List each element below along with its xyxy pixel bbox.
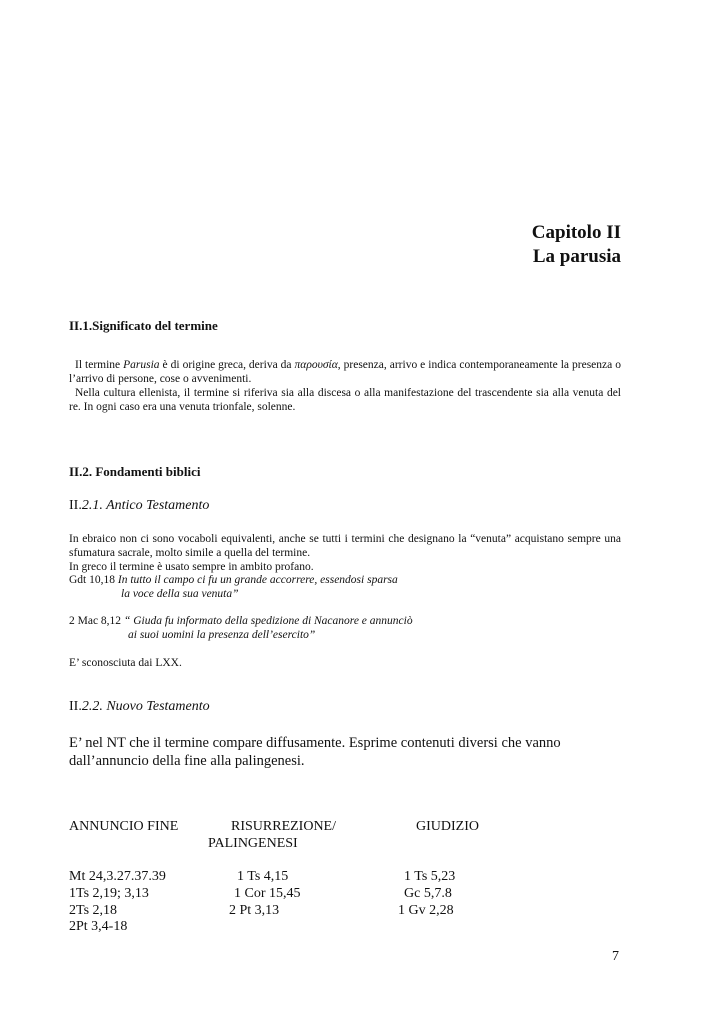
table-header-annuncio: ANNUNCIO FINE	[69, 819, 179, 834]
table-cell-risurrezione: 2 Pt 3,13	[229, 903, 280, 918]
section2-heading: II.2. Fondamenti biblici	[69, 464, 201, 479]
table-cell-giudizio: 1 Gv 2,28	[398, 903, 454, 918]
subsection-nuovo-testamento: II.2.2. Nuovo Testamento	[69, 699, 210, 714]
page-number: 7	[612, 949, 619, 964]
table-cell-annuncio: 2Pt 3,4-18	[69, 919, 128, 934]
section1-paragraph-1: Il termine Parusia è di origine greca, deriva da παρουσία, presenza, arrivo e indica contemporaneamente la presenza o l’arrivo di persone, cose o avvenimenti.	[69, 359, 621, 385]
quote-2mac-ref: 2 Mac 8,12	[69, 615, 124, 627]
quote-gdt: Gdt 10,18 In tutto il campo ci fu un grande accorrere, essendosi sparsa	[69, 574, 398, 586]
table-cell-annuncio: Mt 24,3.27.37.39	[69, 869, 166, 884]
quote-gdt-ref: Gdt 10,18	[69, 574, 118, 586]
table-cell-risurrezione: 1 Cor 15,45	[234, 886, 301, 901]
table-header-giudizio: GIUDIZIO	[416, 819, 479, 834]
table-cell-annuncio: 1Ts 2,19; 3,13	[69, 886, 149, 901]
table-header-risurrezione: RISURREZIONE/	[231, 819, 336, 834]
at-paragraph-1: In ebraico non ci sono vocaboli equivalenti, anche se tutti i termini che designano la “venuta” acquistano sempre una sfumatura sacrale, molto simile a quella del termine.	[69, 533, 621, 559]
lxx-note: E’ sconosciuta dai LXX.	[69, 657, 182, 669]
quote-2mac-line2: ai suoi uomini la presenza dell’esercito”	[128, 629, 316, 641]
table-cell-giudizio: Gc 5,7.8	[404, 886, 452, 901]
quote-2mac: 2 Mac 8,12 “ Giuda fu informato della spedizione di Nacanore e annunciò	[69, 615, 413, 627]
subsection-antico-testamento: II.2.1. Antico Testamento	[69, 498, 210, 513]
section1-body	[69, 358, 621, 414]
table-cell-annuncio: 2Ts 2,18	[69, 903, 118, 918]
section1-paragraph-2: Nella cultura ellenista, il termine si riferiva sia alla discesa o alla manifestazione del trascendente sia alla venuta del re. In ogni caso era una venuta trionfale, solenne.	[69, 387, 621, 413]
quote-gdt-line2: la voce della sua venuta”	[121, 588, 239, 600]
chapter-number: Capitolo II	[531, 222, 621, 243]
at-body	[69, 532, 621, 574]
section1-heading: II.1.Significato del termine	[69, 318, 218, 333]
table-header-palingenesi: PALINGENESI	[208, 836, 298, 851]
table-cell-giudizio: 1 Ts 5,23	[404, 869, 456, 884]
chapter-title: La parusia	[532, 246, 621, 267]
greek-term: παρουσία	[294, 359, 338, 371]
at-paragraph-2: In greco il termine è usato sempre in ambito profano.	[69, 561, 314, 573]
table-cell-risurrezione: 1 Ts 4,15	[237, 869, 289, 884]
nt-paragraph: E’ nel NT che il termine compare diffusamente. Esprime contenuti diversi che vanno dall’annuncio della fine alla palingenesi.	[69, 735, 561, 769]
